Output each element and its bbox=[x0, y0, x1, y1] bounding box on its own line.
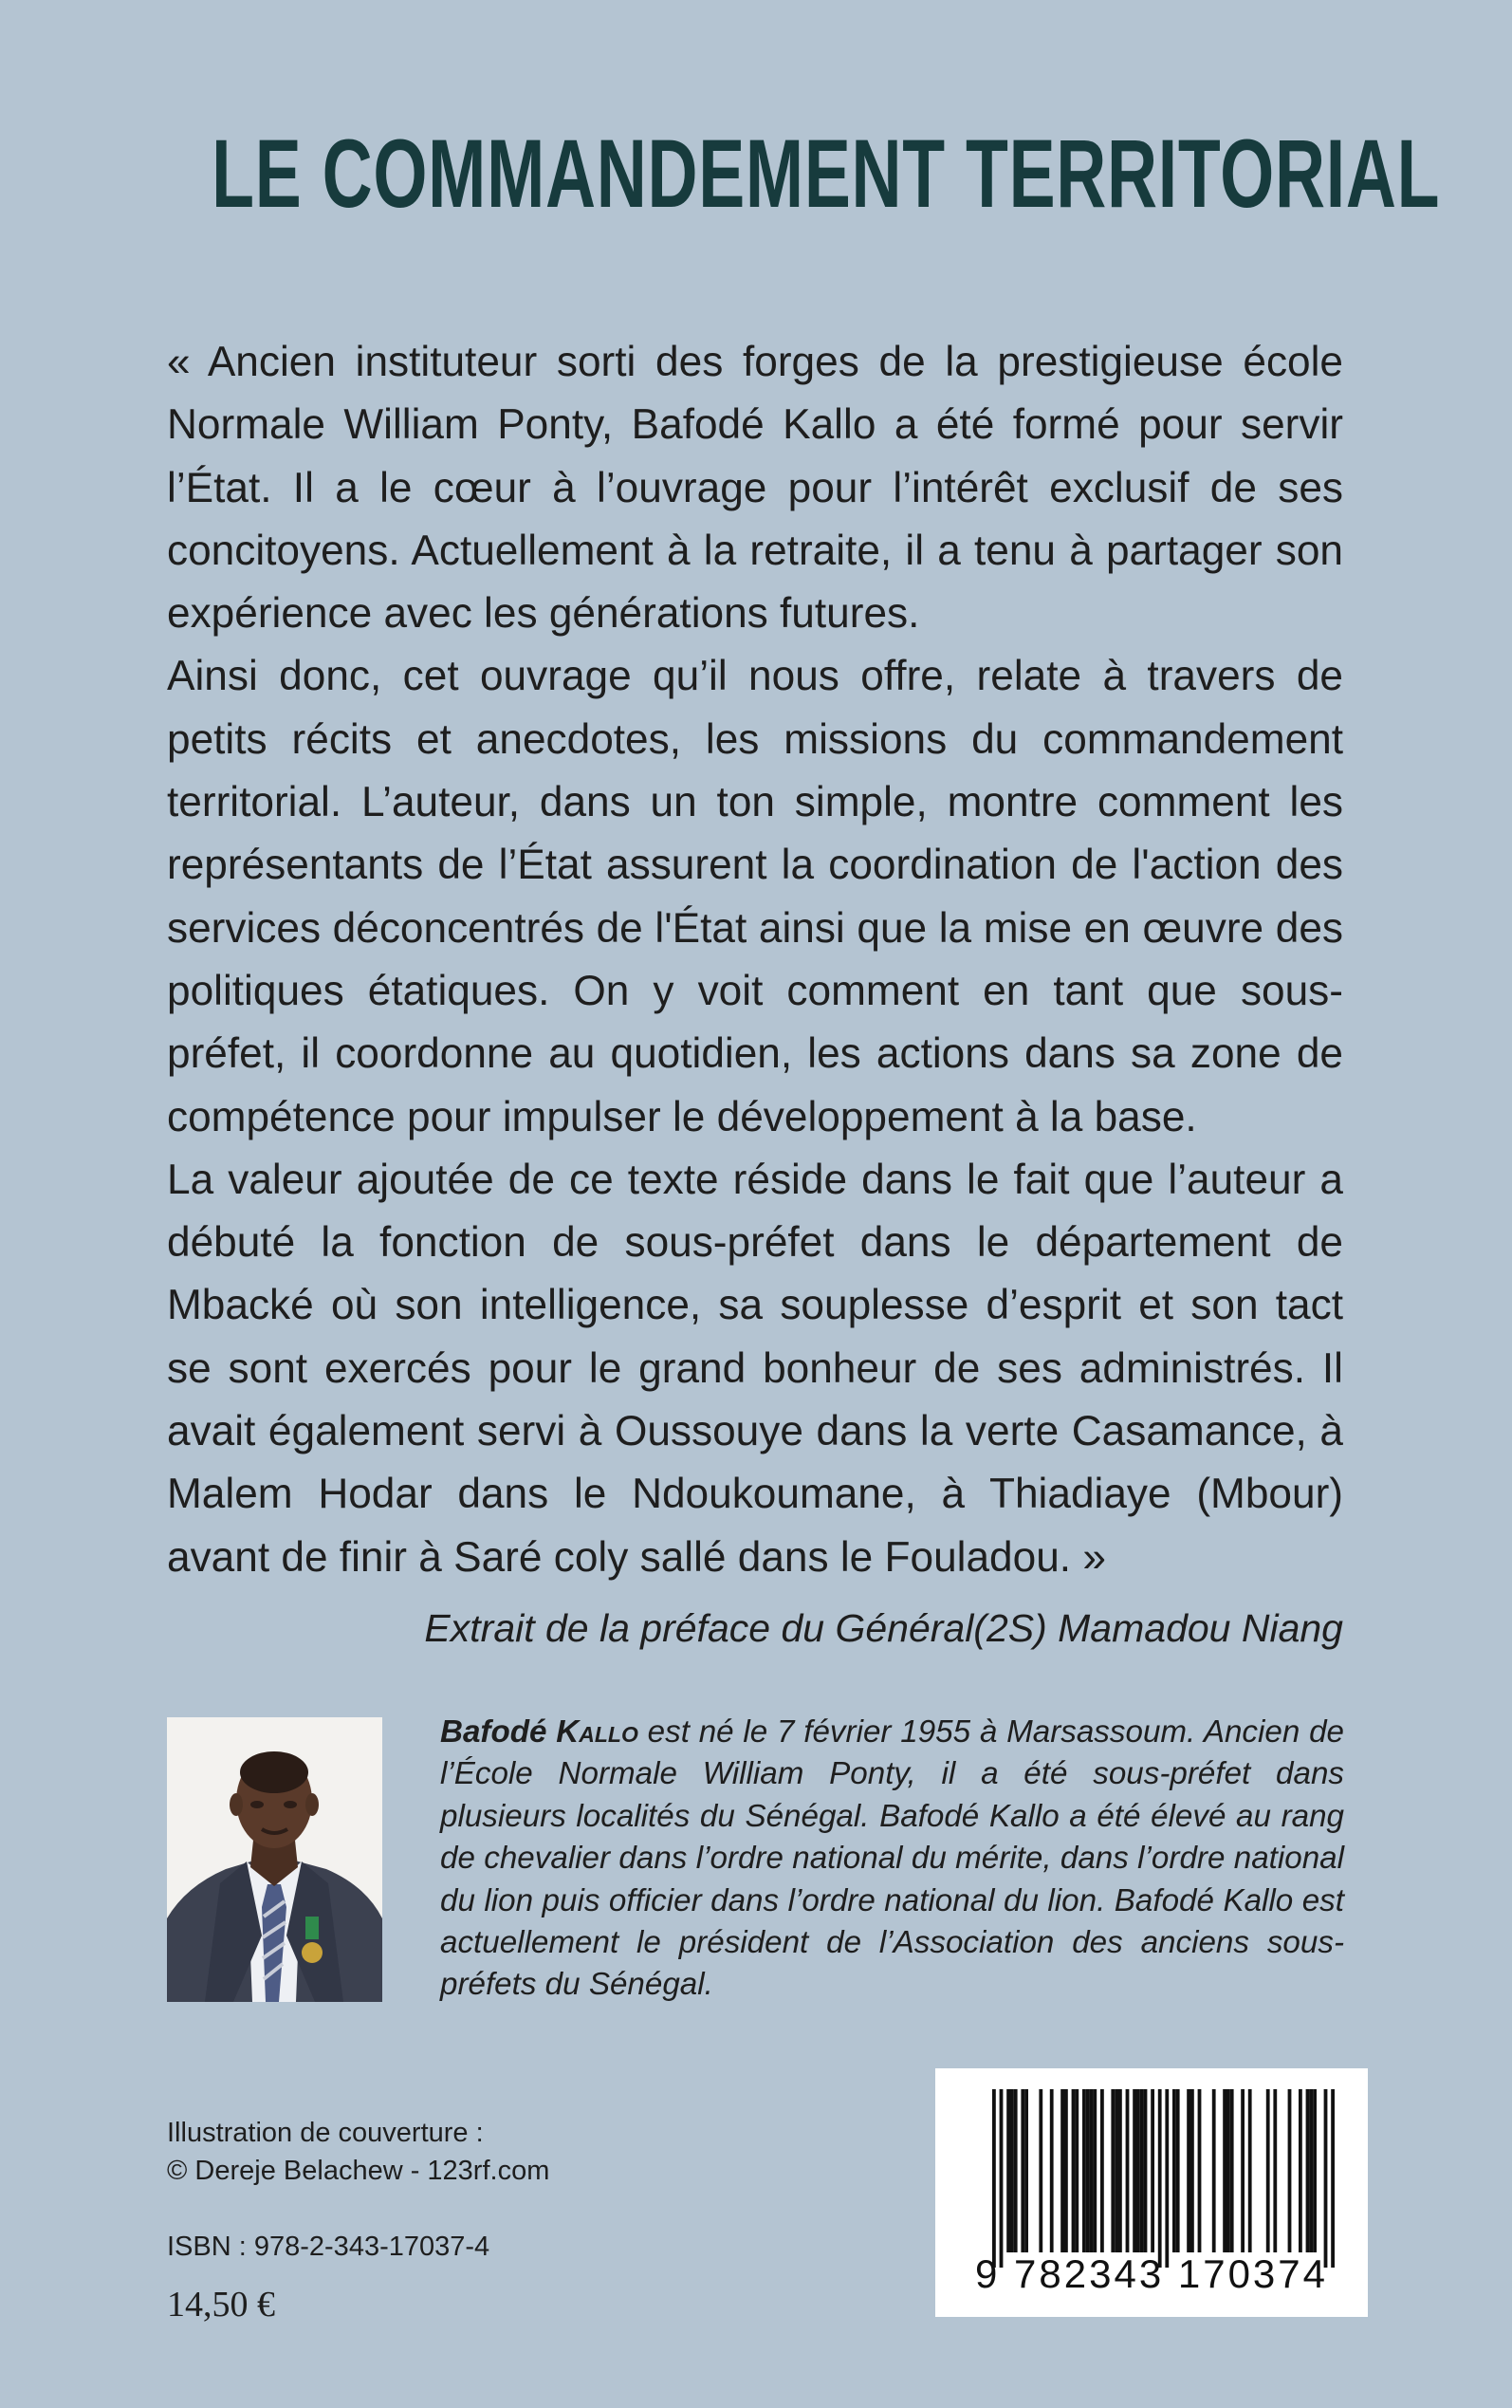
author-bio-text: est né le 7 février 1955 à Marsassoum. Ancien de l’École Normale William Ponty, il a été sous-préfet dans plusieurs localités du Sénégal. Bafodé Kallo a été élevé au rang de chevalier dans l’ordre national du mérite, dans l’ordre national du lion puis officier dans l’ordre national du lion. Bafodé Kallo est actuellement le président de l’Association des anciens sous-préfets du Sénégal. bbox=[440, 1714, 1344, 2003]
author-biography bbox=[440, 1712, 1344, 2007]
barcode-bar bbox=[1064, 2089, 1068, 2252]
barcode-bar bbox=[1306, 2089, 1310, 2252]
illustration-label: Illustration de couverture : bbox=[167, 2118, 484, 2148]
barcode-bar bbox=[1060, 2089, 1064, 2252]
barcode-bar bbox=[1000, 2089, 1004, 2268]
barcode-bar bbox=[1165, 2089, 1169, 2268]
isbn-text: ISBN : 978-2-343-17037-4 bbox=[167, 2232, 490, 2262]
barcode-bar bbox=[1151, 2089, 1154, 2252]
barcode-bar bbox=[1050, 2089, 1054, 2252]
barcode-bar bbox=[1126, 2089, 1130, 2252]
barcode-bar bbox=[1172, 2089, 1176, 2252]
barcode-bar bbox=[1248, 2089, 1252, 2252]
barcode-bar bbox=[1266, 2089, 1270, 2252]
barcode-bar bbox=[1198, 2089, 1202, 2252]
barcode-bar bbox=[1158, 2089, 1162, 2268]
barcode-bar bbox=[1230, 2089, 1234, 2252]
barcode-bar bbox=[1021, 2089, 1024, 2252]
barcode-bar bbox=[1006, 2089, 1010, 2252]
book-title: LE COMMANDEMENT TERRITORIAL bbox=[212, 120, 1441, 228]
barcode-bar bbox=[1176, 2089, 1180, 2252]
barcode-bar bbox=[1090, 2089, 1094, 2252]
barcode-bar bbox=[1010, 2089, 1014, 2252]
author-photo bbox=[167, 1717, 382, 2002]
barcode-bar bbox=[1324, 2089, 1328, 2268]
barcode-bar bbox=[1014, 2089, 1018, 2252]
barcode-bar bbox=[1093, 2089, 1097, 2252]
barcode-bar bbox=[1309, 2089, 1313, 2252]
preface-paragraph-2: Ainsi donc, cet ouvrage qu’il nous offre, relate à travers de petits récits et anecdotes, les missions du commandement territorial. L’auteur, dans un ton simple, montre comment les représentants de l’État assurent la coordination de l'action des services déconcentrés de l'État ainsi que la mise en œuvre des politiques étatiques. On y voit comment en tant que sous-préfet, il coordonne au quotidien, les actions dans sa zone de compétence pour impulser le développement à la base. bbox=[167, 653, 1343, 1140]
barcode-bar bbox=[1039, 2089, 1042, 2252]
barcode-bar bbox=[1212, 2089, 1216, 2252]
barcode-bar bbox=[992, 2089, 996, 2268]
preface-excerpt bbox=[167, 331, 1343, 1589]
barcode-bar bbox=[1223, 2089, 1226, 2252]
barcode-bar bbox=[1273, 2089, 1277, 2252]
barcode-bar bbox=[1190, 2089, 1194, 2252]
illustration-credit: © Dereje Belachew - 123rf.com bbox=[167, 2156, 550, 2186]
preface-paragraph-1: « Ancien instituteur sorti des forges de la prestigieuse école Normale William Ponty, Bafodé Kallo a été formé pour servir l’État. Il a le cœur à l’ouvrage pour l’intérêt exclusif de ses concitoyens. Actuellement à la retraite, il a tenu à partager son expérience avec les générations futures. bbox=[167, 339, 1343, 638]
barcode-bar bbox=[1111, 2089, 1115, 2252]
barcode-bar bbox=[1331, 2089, 1335, 2268]
barcode-bar bbox=[1115, 2089, 1118, 2252]
cover-credits bbox=[167, 2114, 549, 2190]
barcode-bar bbox=[1226, 2089, 1230, 2252]
barcode-bar bbox=[1072, 2089, 1076, 2252]
barcode-bar bbox=[1136, 2089, 1140, 2252]
barcode-bar bbox=[1241, 2089, 1245, 2252]
price-text: 14,50 € bbox=[167, 2285, 275, 2325]
barcode-bar bbox=[1313, 2089, 1317, 2252]
barcode-bar bbox=[1187, 2089, 1190, 2252]
barcode-digits: 9 782343 170374 bbox=[975, 2251, 1328, 2296]
author-portrait-illustration bbox=[167, 1717, 382, 2002]
author-last-name: Kallo bbox=[556, 1714, 638, 1750]
barcode-bar bbox=[1144, 2089, 1148, 2252]
barcode-bar bbox=[1082, 2089, 1086, 2252]
barcode-bar bbox=[1118, 2089, 1122, 2252]
barcode-bar bbox=[1086, 2089, 1090, 2252]
author-first-name: Bafodé bbox=[440, 1714, 547, 1750]
barcode-bar bbox=[1133, 2089, 1136, 2252]
barcode-bar bbox=[1024, 2089, 1028, 2252]
barcode bbox=[935, 2068, 1368, 2317]
barcode-bar bbox=[1140, 2089, 1144, 2252]
barcode-bar bbox=[1288, 2089, 1292, 2252]
barcode-bar bbox=[1075, 2089, 1079, 2252]
preface-attribution: Extrait de la préface du Général(2S) Mamadou Niang bbox=[424, 1606, 1343, 1650]
barcode-bar bbox=[1299, 2089, 1302, 2252]
preface-paragraph-3: La valeur ajoutée de ce texte réside dans le fait que l’auteur a débuté la fonction de sous-préfet dans le département de Mbacké où son intelligence, sa souplesse d’esprit et son tact se sont exercés pour le grand bonheur de ses administrés. Il avait également servi à Oussouye dans la verte Casamance, à Malem Hodar dans le Ndoukoumane, à Thiadiaye (Mbour) avant de finir à Saré coly sallé dans le Fouladou. » bbox=[167, 1156, 1343, 1581]
barcode-bar bbox=[1100, 2089, 1104, 2252]
